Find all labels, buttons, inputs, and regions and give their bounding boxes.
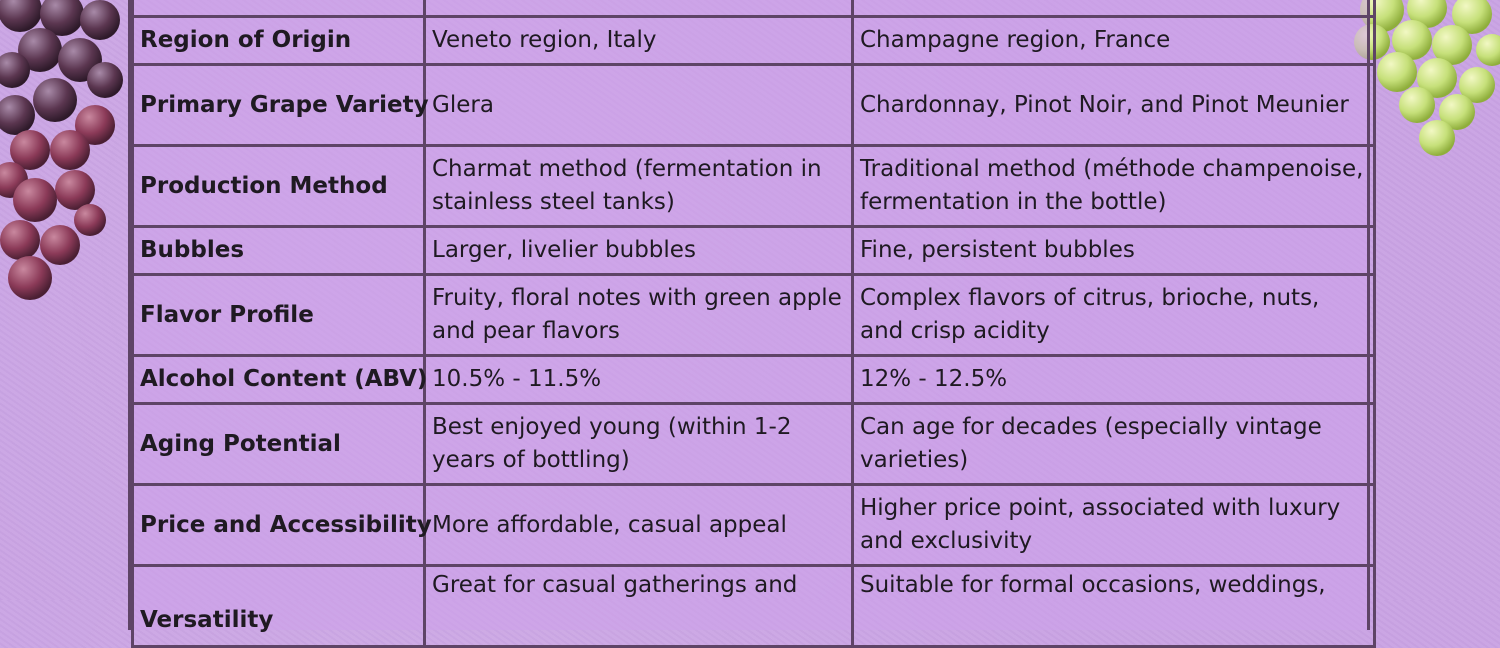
table-row — [133, 485, 1375, 566]
table-row — [133, 566, 1375, 647]
prosecco-cell: Veneto region, Italy — [425, 17, 853, 65]
champagne-cell — [853, 0, 1375, 17]
prosecco-cell: Charmat method (fermentation in stainless steel tanks) — [425, 146, 853, 227]
champagne-cell: Fine, persistent bubbles — [853, 227, 1375, 275]
prosecco-cell: Glera — [425, 65, 853, 146]
row-label — [133, 0, 425, 17]
table-row — [133, 65, 1375, 146]
row-label: Price and Accessibility — [133, 485, 425, 566]
row-label: Region of Origin — [133, 17, 425, 65]
prosecco-cell: Larger, livelier bubbles — [425, 227, 853, 275]
champagne-cell: Higher price point, associated with luxury and exclusivity — [853, 485, 1375, 566]
prosecco-cell — [425, 0, 853, 17]
red-grapes-image — [0, 0, 140, 320]
row-label: Bubbles — [133, 227, 425, 275]
table-row — [133, 275, 1375, 356]
champagne-cell: 12% - 12.5% — [853, 356, 1375, 404]
prosecco-cell: Great for casual gatherings and — [425, 566, 853, 647]
comparison-table — [128, 0, 1370, 633]
row-label: Aging Potential — [133, 404, 425, 485]
table-row — [133, 356, 1375, 404]
champagne-cell: Suitable for formal occasions, weddings, — [853, 566, 1375, 647]
champagne-cell: Can age for decades (especially vintage varieties) — [853, 404, 1375, 485]
row-label: Versatility — [133, 566, 425, 647]
row-label: Flavor Profile — [133, 275, 425, 356]
row-label: Alcohol Content (ABV) — [133, 356, 425, 404]
champagne-cell: Traditional method (méthode champenoise, fermentation in the bottle) — [853, 146, 1375, 227]
row-label: Production Method — [133, 146, 425, 227]
champagne-cell: Chardonnay, Pinot Noir, and Pinot Meunier — [853, 65, 1375, 146]
table-row — [133, 404, 1375, 485]
champagne-cell: Champagne region, France — [853, 17, 1375, 65]
row-label: Primary Grape Variety — [133, 65, 425, 146]
prosecco-cell: Best enjoyed young (within 1-2 years of bottling) — [425, 404, 853, 485]
champagne-cell: Complex flavors of citrus, brioche, nuts, and crisp acidity — [853, 275, 1375, 356]
prosecco-cell: Fruity, floral notes with green apple and pear flavors — [425, 275, 853, 356]
prosecco-cell: 10.5% - 11.5% — [425, 356, 853, 404]
table-row — [133, 227, 1375, 275]
table-row — [133, 0, 1375, 17]
prosecco-cell: More affordable, casual appeal — [425, 485, 853, 566]
table-row — [133, 17, 1375, 65]
table-row — [133, 146, 1375, 227]
